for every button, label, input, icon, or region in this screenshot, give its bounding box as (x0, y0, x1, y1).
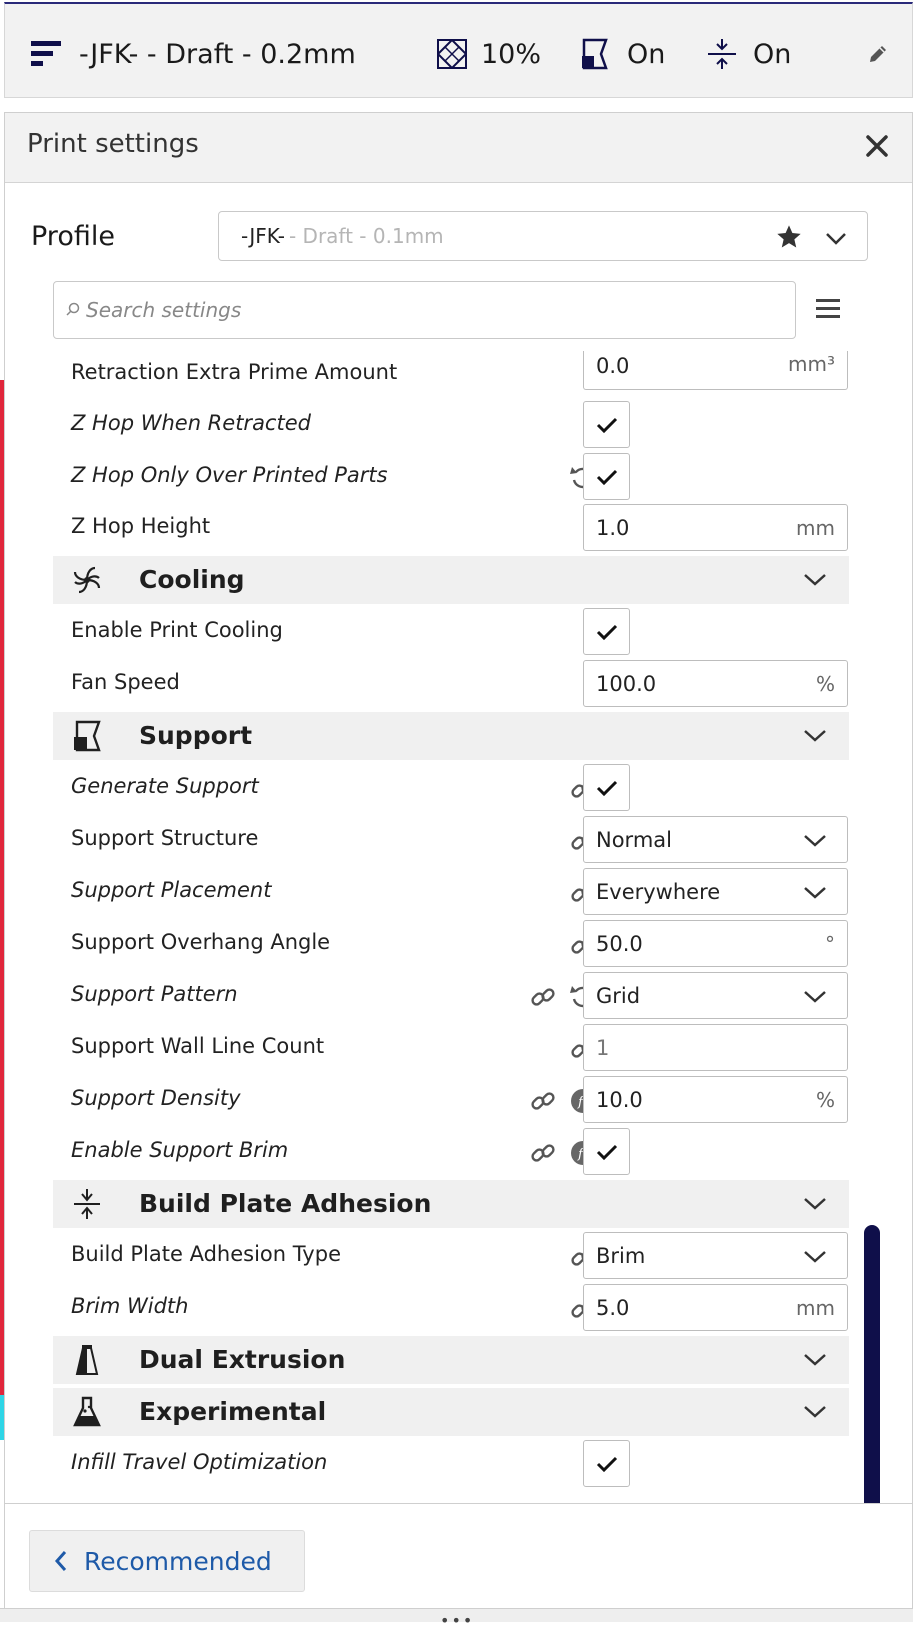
adhesion-icon (71, 1188, 103, 1220)
adhesion-icon (707, 38, 737, 70)
svg-text:f: f (578, 1095, 583, 1110)
svg-text:f: f (578, 1147, 583, 1162)
support-icon (579, 38, 609, 70)
settings-visibility-menu-button[interactable] (813, 296, 843, 322)
support-structure-dropdown[interactable] (583, 816, 848, 863)
panel-title: Print settings (27, 129, 199, 159)
checkmark-icon (596, 416, 618, 434)
field-value: Grid (596, 984, 641, 1008)
setting-label: Support Pattern (71, 982, 238, 1006)
setting-row (53, 866, 849, 918)
setting-label: Z Hop When Retracted (71, 411, 311, 435)
hamburger-icon (813, 296, 843, 322)
support-overhang-angle-field[interactable] (583, 920, 848, 967)
setting-label: Retraction Extra Prime Amount (71, 360, 398, 384)
category-title: Dual Extrusion (139, 1345, 346, 1374)
drag-handle-icon[interactable]: ••• (440, 1611, 475, 1630)
edit-profile-button[interactable] (867, 34, 889, 74)
profile-summary[interactable] (31, 34, 356, 74)
profile-label: Profile (31, 221, 115, 252)
setting-label: Build Plate Adhesion Type (71, 1242, 341, 1266)
close-button[interactable] (862, 131, 892, 161)
setting-row (53, 658, 849, 710)
profile-name: -JFK- (241, 224, 285, 248)
recommended-label: Recommended (84, 1546, 272, 1576)
link-icon[interactable] (529, 1139, 557, 1167)
z-hop-when-retracted-checkbox[interactable] (583, 401, 630, 448)
field-value: 5.0 (596, 1296, 630, 1320)
profile-icon (31, 39, 61, 69)
setting-label: Enable Support Brim (71, 1138, 289, 1162)
field-value: Everywhere (596, 880, 721, 904)
field-unit: ° (825, 932, 835, 956)
fan-speed-field[interactable] (583, 660, 848, 707)
profile-suffix: - Draft - 0.1mm (288, 224, 444, 248)
category-cooling[interactable] (53, 556, 849, 604)
link-icon[interactable] (529, 1087, 557, 1115)
field-unit: % (815, 672, 835, 696)
generate-support-checkbox[interactable] (583, 764, 630, 811)
setting-row (53, 1438, 849, 1490)
category-title: Support (139, 721, 253, 750)
panel-titlebar (5, 113, 912, 183)
adhesion-summary[interactable] (707, 34, 791, 74)
infill-travel-optimization-checkbox[interactable] (583, 1440, 630, 1487)
setting-row (53, 1022, 849, 1074)
setting-row (53, 762, 849, 814)
field-value: Brim (596, 1244, 646, 1268)
pencil-icon (867, 43, 889, 65)
field-unit: mm (796, 1296, 835, 1320)
flask-icon (71, 1396, 103, 1428)
setting-label: Z Hop Only Over Printed Parts (71, 463, 388, 487)
category-support[interactable] (53, 712, 849, 760)
setting-label: Support Wall Line Count (71, 1034, 325, 1058)
checkmark-icon (596, 1143, 618, 1161)
field-value: 1 (596, 1036, 610, 1060)
field-value: 50.0 (596, 932, 643, 956)
close-icon (865, 134, 889, 158)
setting-row (53, 918, 849, 970)
setting-label: Z Hop Height (71, 514, 211, 538)
support-placement-dropdown[interactable] (583, 868, 848, 915)
setting-row (53, 1282, 849, 1334)
print-setup-header[interactable] (4, 2, 913, 98)
infill-value: 10% (481, 38, 542, 70)
field-value: 1.0 (596, 516, 630, 540)
category-dual-extrusion[interactable] (53, 1336, 849, 1384)
setting-row (53, 399, 849, 451)
adhesion-value: On (753, 38, 792, 70)
chevron-down-icon (803, 885, 827, 904)
field-value: 10.0 (596, 1088, 643, 1112)
category-title: Cooling (139, 565, 245, 594)
z-hop-only-over-printed-checkbox[interactable] (583, 453, 630, 500)
checkmark-icon (596, 779, 618, 797)
support-summary[interactable] (579, 34, 665, 74)
setting-label: Enable Print Cooling (71, 618, 283, 642)
checkmark-icon (596, 1455, 618, 1473)
field-unit: % (815, 1088, 835, 1112)
chevron-down-icon (825, 227, 847, 251)
chevron-down-icon (803, 1352, 827, 1371)
retraction-extra-prime-field[interactable] (583, 351, 848, 390)
category-build-plate-adhesion[interactable] (53, 1180, 849, 1228)
chevron-down-icon (803, 1404, 827, 1423)
setting-label: Infill Travel Optimization (71, 1450, 328, 1474)
setting-label: Generate Support (71, 774, 259, 798)
setting-row (53, 606, 849, 658)
chevron-down-icon (803, 728, 827, 747)
search-input[interactable] (84, 297, 724, 323)
profile-select[interactable] (218, 211, 868, 261)
build-plate-adhesion-type-dropdown[interactable] (583, 1232, 848, 1279)
brim-width-field[interactable] (583, 1284, 848, 1331)
print-settings-panel (4, 112, 913, 1617)
setting-row (53, 451, 849, 503)
dual-extrusion-icon (71, 1344, 103, 1376)
fan-icon (71, 564, 103, 596)
favorite-star-icon[interactable] (775, 223, 803, 256)
chevron-down-icon (803, 833, 827, 852)
category-title: Experimental (139, 1397, 327, 1426)
setting-row (53, 1074, 849, 1126)
search-settings-box[interactable] (53, 281, 796, 339)
chevron-down-icon (803, 989, 827, 1008)
chevron-left-icon (54, 1550, 68, 1572)
setting-label: Support Placement (71, 878, 272, 902)
settings-list[interactable] (53, 351, 849, 1616)
support-density-field[interactable] (583, 1076, 848, 1123)
chevron-down-icon (803, 1196, 827, 1215)
infill-summary[interactable] (437, 34, 541, 74)
chevron-down-icon (803, 1249, 827, 1268)
setting-label: Brim Width (71, 1294, 189, 1318)
setting-label: Support Structure (71, 826, 259, 850)
checkmark-icon (596, 623, 618, 641)
checkmark-icon (596, 468, 618, 486)
category-experimental[interactable] (53, 1388, 849, 1436)
support-value: On (627, 38, 666, 70)
setting-label: Fan Speed (71, 670, 180, 694)
support-icon (71, 720, 103, 752)
enable-support-brim-checkbox[interactable] (583, 1128, 630, 1175)
setting-row (53, 814, 849, 866)
setting-label: Support Density (71, 1086, 241, 1110)
search-icon (66, 301, 80, 320)
category-title: Build Plate Adhesion (139, 1189, 432, 1218)
support-wall-line-count-field[interactable] (583, 1024, 848, 1071)
field-unit: mm (796, 516, 835, 540)
setting-row (53, 502, 849, 554)
panel-footer (5, 1503, 912, 1618)
recommended-button[interactable] (29, 1530, 305, 1592)
setting-row (53, 351, 849, 400)
setting-row (53, 1126, 849, 1178)
field-value: Normal (596, 828, 672, 852)
field-value: 100.0 (596, 672, 657, 696)
infill-icon (437, 39, 467, 69)
setting-label: Support Overhang Angle (71, 930, 331, 954)
setting-row (53, 970, 849, 1022)
chevron-down-icon (803, 572, 827, 591)
panel-resize-bar[interactable] (0, 1608, 913, 1630)
support-pattern-dropdown[interactable] (583, 972, 848, 1019)
z-hop-height-field[interactable] (583, 504, 848, 551)
enable-print-cooling-checkbox[interactable] (583, 608, 630, 655)
profile-summary-label: -JFK- - Draft - 0.2mm (79, 38, 356, 70)
field-unit: mm³ (788, 352, 835, 376)
field-value: 0.0 (596, 354, 630, 378)
setting-row (53, 1230, 849, 1282)
link-icon[interactable] (529, 983, 557, 1011)
